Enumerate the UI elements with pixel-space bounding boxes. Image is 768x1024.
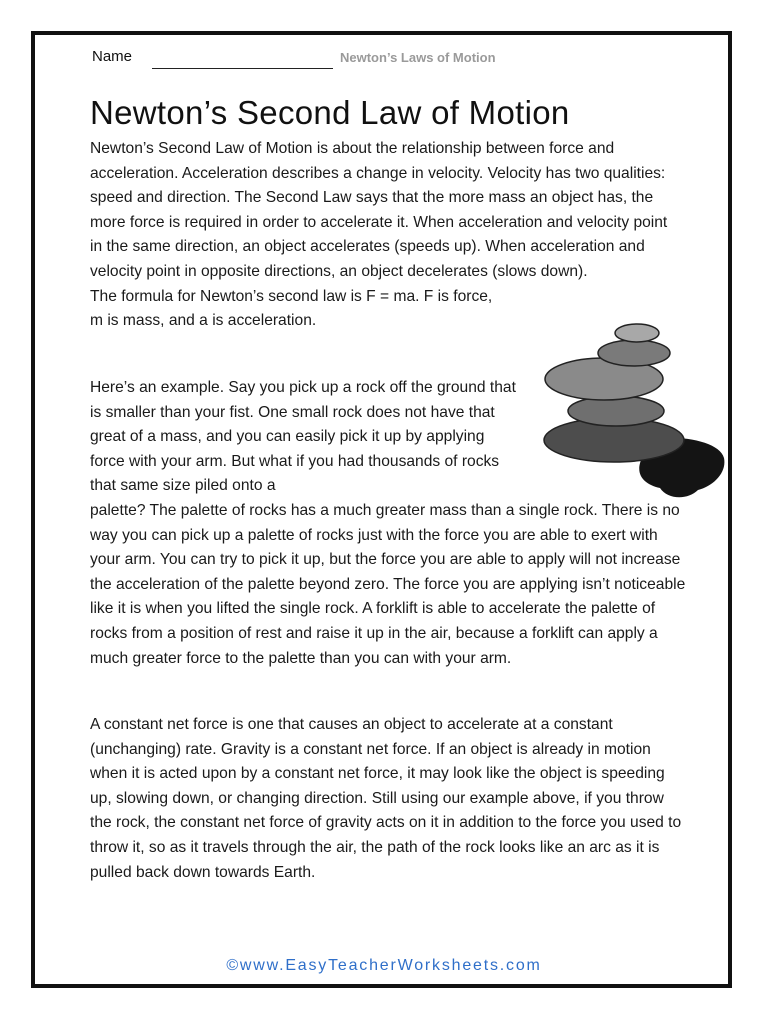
footer-copyright-link[interactable]: ©www.EasyTeacherWorksheets.com [226,957,542,974]
paragraph-intro-text: Newton’s Second Law of Motion is about the relationship between force and acceleration. Acceleration describes a change in velocity. Velocity has two qualities: speed and direction. The Second Law says that the more mass an object has, the more force is required in order to accelerate it. When acceleration and velocity point in the same direction, an object accelerates (speeds up). When acceleration and velocity point in opposite directions, an object decelerates (slows down). [90,140,668,280]
page-title: Newton’s Second Law of Motion [90,94,570,131]
paragraph-constant-force: A constant net force is one that causes an object to accelerate at a constant (unchanging) rate. Gravity is a constant net force. If an object is already in motion when it is acted upon by a constant net force, it may look like the object is speeding up, slowing down, or changing direction. Still using our example above, if you throw the rock, the constant net force of gravity acts on it in addition to the force you used to throw it, so as it travels through the air, the path of the rock looks like an arc as it is pulled back down towards Earth. [90,716,682,881]
paragraph-example-text: palette? The palette of rocks has a much greater mass than a single rock. There is no way you can pick up a palette of rocks just with the force you are able to exert with your arm. You can try to pick it up, but the force you are able to apply will not increase the acceleration of the palette beyond zero. The force you are applying isn’t noticeable like it is when you lifted the single rock. A forklift is able to accelerate the palette of rocks from a position of rest and raise it up in the air, because a forklift can apply a much greater force to the palette than you can with your arm. [90,501,686,667]
paragraph-example-intro: Here’s an example. Say you pick up a rock off the ground that is smaller than your fist. One small rock does not have that great of a mass, and you can easily pick it up by applying force with your arm. But what if you had thousands of rocks that same size piled onto a [90,379,516,495]
name-label: Name [92,48,133,65]
name-blank-line [152,68,333,69]
paragraph-example [90,376,688,671]
paragraph-intro [90,137,680,334]
paragraph-intro-formula: The formula for Newton’s second law is F = ma. F is force, m is mass, and a is acceleration. [90,287,493,330]
worksheet-topic: Newton’s Laws of Motion [340,50,496,65]
